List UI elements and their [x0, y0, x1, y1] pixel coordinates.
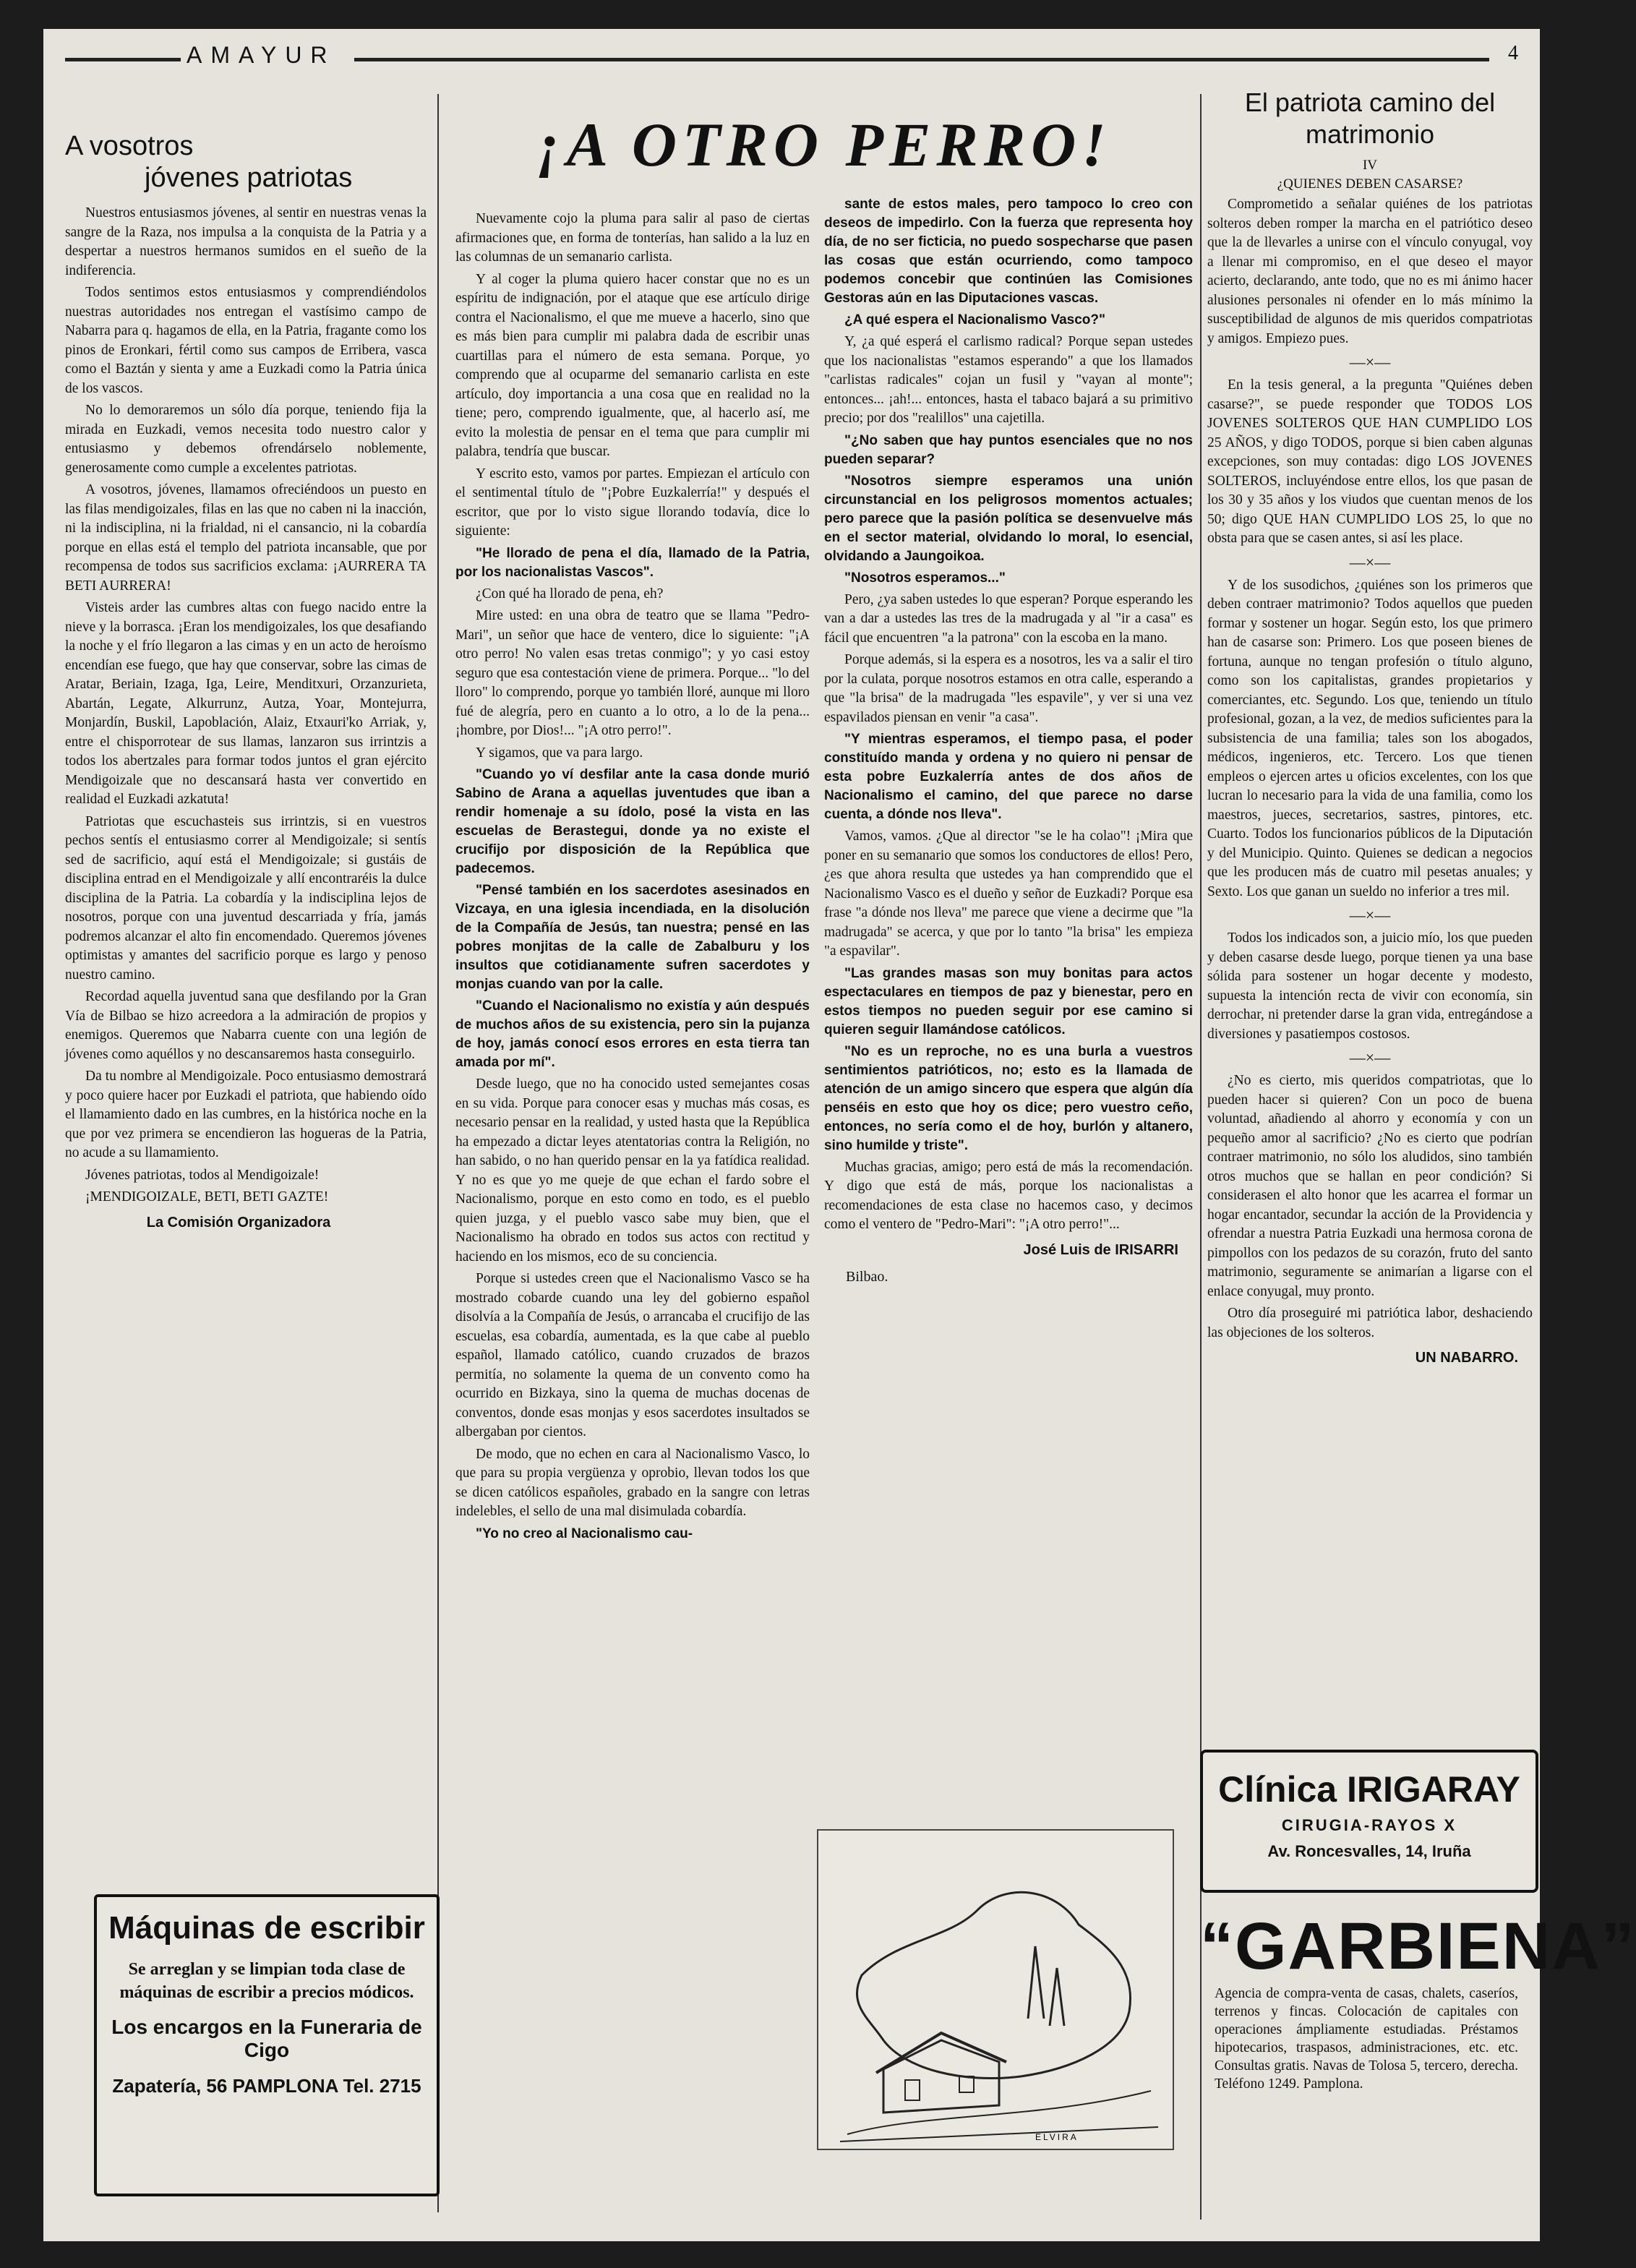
paragraph: Y escrito esto, vamos por partes. Empiezan el artículo con el sentimental título de "¡Pobre Euzkalerría!" y después el escritor, que por lo visto sigue llorando todavía, dice lo siguiente:: [455, 466, 810, 539]
paragraph: ¡MENDIGOIZALE, BETI, BETI GAZTE!: [85, 1189, 329, 1204]
paragraph: Otro día proseguiré mi patriótica labor, deshaciendo las objeciones de los solteros.: [1207, 1306, 1533, 1340]
paragraph: Comprometido a señalar quiénes de los patriotas solteros deben romper la marcha en el patriótico deseo que la de llevarles a unirse con el vínculo conyugal, voy a llenar mi compromiso, en el que deseo el mayor acierto, declarando, ante todo, que no es mi ánimo hacer alusiones personales ni ofender en lo más mínimo la susceptibilidad de algunos de mis queridos compatriotas y amigos. Empiezo pues.: [1207, 197, 1533, 346]
separator: —×—: [1349, 906, 1391, 924]
article-part-number: IV: [1362, 158, 1378, 173]
paragraph: Recordad aquella juventud sana que desfilando por la Gran Vía de Bilbao se hizo acreedora a la admiración de propios y enemigos. Queremos que Nabarra cuente con una legión de jóvenes como aquéllos y no descansaremos hasta conseguirlo.: [65, 989, 427, 1062]
quote-paragraph: "No es un reproche, no es una burla a vuestros sentimientos patrióticos, no; esto es la llamada de atención de un amigo sincero que espera que algún día penséis en esto que hoy os dice; pero vuestro ceño, entonces, no sería como el de hoy, burlón y altanero, sino humilde y triste".: [824, 1043, 1193, 1153]
paragraph: Muchas gracias, amigo; pero está de más la recomendación. Y digo que está de más, porque los nacionalistas a recomendaciones de esta clase no hacemos caso, y decimos como el ventero de "Pedro-Mari": "¡A otro perro!"...: [824, 1159, 1193, 1232]
ad-title: Clínica IRIGARAY: [1218, 1769, 1520, 1810]
paragraph: ¿No es cierto, mis queridos compatriotas, que lo pueden hacer si quieren? Con un poco de buena voluntad, añadiendo al ahorro y economía y con un pequeño amor al sacrificio? ¿No es cierto que podrían contraer matrimonio, no sólo los aludidos, sino también otros muchos que se hallan en peor condición? Si considerasen el alto honor que les acarrea el formar un hogar encantador, secundar la acción de la Providencia y ofrendar a nuestra Patria Euzkadi una hermosa corona de pimpollos con los pedazos de su corazón, fruto del santo matrimonio, seguramente se animarían a ligarse con el enlace conyugal, muy pronto.: [1207, 1073, 1533, 1299]
paragraph: Patriotas que escuchasteis sus irrintzis, si en vuestros pechos sentís el entusiasmo correr al Mendigoizale; si sentís sed de sacrificio, aquí está el Mendigoizale; si gustáis de disciplina entrad en el Mendigoizale y allí encontraréis la dulce disciplina de la Patria. La cobardía y la indisciplina lejos de nosotros, porque con una juventud descarriada y fría, jamás podremos alcanzar el alto fin encomendado. Queremos jóvenes optimistas y amantes del sacrificio porque es largo y penoso nuestro camino.: [65, 813, 427, 983]
quote-paragraph: "Cuando yo ví desfilar ante la casa donde murió Sabino de Arana a aquellas juventudes que iban a rendir homenaje a su ídolo, posé la vista en las escuelas de Berastegui, donde ya no existe el crucifijo por disposición de la República que padecemos.: [455, 767, 810, 876]
ad-title: Máquinas de escribir: [108, 1910, 425, 1946]
quote-paragraph: "Y mientras esperamos, el tiempo pasa, el poder constituído manda y ordena y no quiero ni pensar de esta pobre Euzkalerría antes de dos años de Nacionalismo el camino, del que parece no darse cuenta, a dónde nos lleva".: [824, 732, 1193, 822]
separator: —×—: [1349, 552, 1391, 571]
separator: —×—: [1349, 353, 1391, 371]
paragraph: Nuevamente cojo la pluma para salir al paso de ciertas afirmaciones que, en forma de tonterías, han salido a la luz en las columnas de un semanario carlista.: [455, 211, 810, 265]
ad-maquinas-de-escribir: [94, 1894, 440, 2196]
paragraph: Todos sentimos estos entusiasmos y comprendiéndolos nuestras autoridades nos entregan el vastísimo campo de Nabarra para q. hagamos de ella, en la Patria, fragante como los pinos de Eronkari, fértil como sus campos de Erribera, vasca como el Baztán y sienta y ame a Euzkadi como la Patria única de los vascos.: [65, 285, 427, 396]
paragraph: Visteis arder las cumbres altas con fuego nacido entre la nieve y la borrasca. ¡Eran los mendigoizales, los que desafiando la noche y el frío llegaron a las cimas y en un acto de heroísmo encendían ese fuego, que hay que conservar, sobre las cimas de Aratar, Beriain, Izaga, Iga, Leire, Menditxuri, Orzanzurieta, Abartán, Legate, Alkurrunz, Autza, Yoar, Montejurra, Monjardín, Buskil, Lapoblación, Alaiz, Etxauri'ko Arriak, y, entre el chisporrotear de sus llamas, lanzaron sus irrintzis a todos los abertzales para formar todos juntos el gran ejército Mendigoizale que no descansará hasta ver convertido en realidad el Euzkadi azkatuta!: [65, 600, 427, 807]
page-number: 4: [1504, 42, 1518, 65]
paragraph: A vosotros, jóvenes, llamamos ofreciéndoos un puesto en las filas mendigoizales, filas en las que no caben ni la inacción, ni la indisciplina, ni la frialdad, ni el cansancio, ni la cobardía porque en ellas está el templo del patriota incansable, que por recompensa de todos sus sacrificios exclama: ¡AURRERA TA BETI AURRERA!: [65, 482, 427, 594]
title-line: jóvenes patriotas: [145, 163, 353, 193]
paragraph: Jóvenes patriotas, todos al Mendigoizale!: [85, 1167, 320, 1183]
title-line: A vosotros: [65, 131, 194, 161]
article-title: [65, 130, 427, 194]
article-a-otro-perro-part1: [455, 210, 810, 2234]
ad-clinica-irigaray: [1200, 1750, 1538, 1893]
paper-name: AMAYUR: [181, 42, 342, 69]
illustration-house: [817, 1829, 1174, 2150]
masthead-rule-left: [65, 58, 181, 61]
ad-text: Agencia de compra-venta de casas, chalets, caseríos, terrenos y fincas. Colocación de capitales con operaciones ámpliamente estudiadas. Préstamos hipotecarios, traspasos, administraciones, etc. etc. Consultas gratis. Navas de Tolosa 5, tercero, derecha. Teléfono 1249. Pamplona.: [1215, 1986, 1518, 2092]
ad-address: Zapatería, 56 PAMPLONA Tel. 2715: [112, 2075, 421, 2097]
article-patriota-matrimonio: [1207, 72, 1533, 1757]
paragraph-list: [455, 210, 810, 1544]
quote-paragraph: "He llorado de pena el día, llamado de la Patria, por los nacionalistas Vascos".: [455, 545, 810, 580]
paragraph: Y, ¿a qué esperá el carlismo radical? Porque sepan ustedes que los nacionalistas "estamos esperando" a que los llamados "carlistas radicales" cojan un fusil y "vayan al monte"; entonces... ¡ah!... entonces, hasta el tabaco bajará a su primitivo precio; por dos "realillos" una cajetilla.: [824, 334, 1193, 426]
quote-paragraph: "¿No saben que hay puntos esenciales que no nos pueden separar?: [824, 432, 1193, 467]
ad-text: Los encargos en la Funeraria de Cigo: [111, 2016, 422, 2061]
paragraph: ¿Con qué ha llorado de pena, eh?: [476, 586, 664, 602]
paragraph: Y de los susodichos, ¿quiénes son los primeros que deben contraer matrimonio? Todos aquellos que pueden formar y sostener un hogar. Según esto, los que primero han de casarse son: Primero. Los que poseen bienes de fortuna, aunque no tengan profesión o título alguno, como son los capitalistas, grandes propietarios y comerciantes, etc. Segundo. Los que, teniendo un título profesional, gozan, a la vez, de medios suficientes para la subsistencia de una familia; tales son los abogados, médicos, ingenieros, etc. Tercero. Los que tienen empleos o ejercen artes u oficios excelentes, con los que lucran lo necesario para la vida de una familia, como los maestros, jueces, secretarios, sastres, pintores, etc. Cuarto. Todos los funcionarios públicos de la Diputación y del Municipio. Quinto. Quienes se dedican a negocios que les producen más de cuatro mil pesetas anuales; y Sexto. Los que ganan un sueldo no inferior a tres mil.: [1207, 577, 1533, 899]
paragraph: Pero, ¿ya saben ustedes lo que esperan? Porque esperando les van a dar a ustedes las tres de la madrugada y al "ir a casa" es fácil que encuentren "a la patrona" con la escoba en la mano.: [824, 591, 1193, 646]
ad-address: Av. Roncesvalles, 14, Iruña: [1267, 1842, 1471, 1860]
paragraph: Porque además, si la espera es a nosotros, les va a salir el tiro por la culata, porque nosotros estamos en otra calle, esperando a que "la brisa" de la madrugada "les espavile", y ver si una vez espavilados piensan en venir "a casa".: [824, 652, 1193, 725]
quote-paragraph: "Yo no creo al Nacionalismo cau-: [476, 1525, 693, 1541]
article-signature: La Comisión Organizadora: [146, 1214, 331, 1231]
quote-paragraph: ¿A qué espera el Nacionalismo Vasco?": [844, 312, 1105, 328]
ad-subtitle: CIRUGIA-RAYOS X: [1281, 1816, 1457, 1834]
headline-a-otro-perro: ¡A OTRO PERRO!: [536, 110, 1112, 179]
paragraph: Desde luego, que no ha conocido usted semejantes cosas en su vida. Porque para conocer esas y muchas más cosas, es necesario pensar en la realidad, y usted hasta que la República ha empezado a dictar leyes atentatorias contra la Religión, no han sabido, o no han querido pensar en la ya fatídica realidad. Y no es que yo me queje de que echan el fardo sobre el Nacionalismo, porque en esto como en todo, es el pueblo quien juzga, y el pueblo vasco sabe muy bien, que el Nacionalismo ha obrado en todos sus actos con rectitud y haciendo en los mismos, eco de su conciencia.: [455, 1077, 810, 1264]
article-subhead: ¿QUIENES DEBEN CASARSE?: [1277, 176, 1463, 192]
article-signature: UN NABARRO.: [1415, 1350, 1518, 1366]
ad-garbiena: [1200, 1909, 1636, 2093]
ad-title: “GARBIENA”: [1200, 1909, 1636, 1983]
paragraph: De modo, que no echen en cara al Nacionalismo Vasco, lo que para su propia vergüenza y oprobio, llevan todos los que se dicen católicos españoles, grabado en la sangre con letras indelebles, el sello de una mal disimulada cobardía.: [455, 1446, 810, 1519]
quote-paragraph: sante de estos males, pero tampoco lo creo con deseos de impedirlo. Con la fuerza que representa hoy día, de no ser ficticia, no puedo sospecharse que pasen las cosas que están ocurriendo, como tampoco podemos concebir que continúen las Comisiones Gestoras aún en las Diputaciones vascas.: [824, 197, 1193, 306]
quote-paragraph: "Cuando el Nacionalismo no existía y aún después de muchos años de su existencia, pero sin la pujanza de hoy, jamás conocí esos errores en esta tierra tan amada por mí".: [455, 998, 810, 1070]
paragraph: Y sigamos, que va para largo.: [476, 745, 643, 761]
paragraph: Porque si ustedes creen que el Nacionalismo Vasco se ha mostrado cobarde cuando una ley del gobierno español disolvía a la Compañía de Jesús, o arrancaba el crucifijo de las escuelas, esa cobardía, aumentada, es la que cabe al pueblo español, llamado católico, cuando cruzados de brazos permitía, no solamente la quema de un convento como ha ocurrido en Bizkaya, sino la quema de muchas docenas de conventos, donde esas monjas y esos sacerdotes insultados se albergaban por cientos.: [455, 1271, 810, 1439]
quote-paragraph: "Las grandes masas son muy bonitas para actos espectaculares en tiempos de paz y bienestar, pero en estos tiempos no pueden seguir por ese camino si quieren seguir llamándose católicos.: [824, 965, 1193, 1037]
masthead-rule-right: [354, 58, 1489, 61]
column-rule: [1200, 94, 1202, 2220]
article-title: El patriota camino del matrimonio: [1244, 87, 1496, 149]
paragraph: Vamos, vamos. ¿Que al director "se le ha colao"! ¡Mira que poner en su semanario que somos los conductores de ellos! Pero, ¿es que ahora resulta que ustedes ya han comprendido que el Nacionalismo Vasco es el dueño y señor de Euzkadi? Porque esa frase "a dónde nos lleva" me parece que viene a decirme que "la madrugada" se acerca, y que por lo tanto "la brisa" les empieza "a espavilar".: [824, 829, 1193, 959]
article-signature: José Luis de IRISARRI: [1023, 1241, 1178, 1258]
paragraph: Da tu nombre al Mendigoizale. Poco entusiasmo demostrará y poco quiere hacer por Euzkadi el patriota, que habiendo oído el llamamiento dado en las cumbres, en la histórica noche en la que por vez primera se encendieron las hogueras de la Patria, no acude a su llamamiento.: [65, 1069, 427, 1160]
paragraph: No lo demoraremos un sólo día porque, teniendo fija la mirada en Euzkadi, vemos necesita todo nuestro calor y entusiasmo y debemos ofrendárselo noblemente, generosamente como cumple a excelentes patriotas.: [65, 403, 427, 476]
paragraph: Nuestros entusiasmos jóvenes, al sentir en nuestras venas la sangre de la Raza, nos impulsa a la conquista de la Patria y a despertar a nuestros hermanos sumidos en el sueño de la indiferencia.: [65, 205, 427, 278]
quote-paragraph: "Nosotros esperamos...": [844, 570, 1006, 586]
house-drawing-icon: [818, 1831, 1173, 2149]
newspaper-page: [43, 29, 1636, 2241]
illustration-caption: ELVIRA: [1035, 2132, 1079, 2142]
paragraph: En la tesis general, a la pregunta "Quiénes deben casarse?", se puede responder que TODOS LOS JOVENES SOLTEROS QUE HAN CUMPLIDO LOS 25 AÑOS, y digo TODOS, porque si bien caben algunas excepciones, son muy contadas: digo LOS JOVENES SOLTEROS, incluyéndose entre ellos, los que pasan de los 30 y 35 años y los viudos que cuentan menos de los 50; digo QUE HAN CUMPLIDO LOS 25, lo que no obsta para que se casen antes, si así les place.: [1207, 377, 1533, 546]
masthead: [65, 42, 1518, 71]
article-a-otro-perro-part2: [824, 195, 1193, 1829]
paragraph: Y al coger la pluma quiero hacer constar que no es un espíritu de indignación, por el ataque que ese artículo dirige contra el Nacionalismo, el que me mueve a hacerlo, sino que es más bien para cumplir mi palabra dada de escribir unas cuartillas para el número de esta semana. Porque, yo comprendo que al ocuparme del semanario carlista en este artículo, doy importancia a una cosa que en realidad no la tiene; pero, comprendo igualmente, que, al hacerlo así, me evito la molestia de pensar en el tema que para cumplir mi palabra, tendría que buscar.: [455, 271, 810, 459]
article-place: Bilbao.: [846, 1268, 888, 1285]
paragraph: Todos los indicados son, a juicio mío, los que pueden y deben casarse desde luego, porque tienen ya una base sólida para sostener un hogar decente y modesto, supuesta la intención recta de vivir con economía, sin derrochar, ni pretender darse la gran vida, entregándose a diversiones y pasatiempos costosos.: [1207, 930, 1533, 1042]
quote-paragraph: "Nosotros siempre esperamos una unión circunstancial en los peligrosos momentos actuales; pero parece que la pasión política se desenvuelve más en el sector material, olvidando lo moral, lo esencial, olvidando a Jaungoikoa.: [824, 473, 1193, 564]
ad-text: Se arreglan y se limpian toda clase de máquinas de escribir a precios módicos.: [119, 1960, 414, 2002]
paragraph: Mire usted: en una obra de teatro que se llama "Pedro-Mari", un señor que hace de ventero, dice lo siguiente: "¡A otro perro! No valen esas tretas conmigo"; y yo casi estoy seguro que esa contestación viene de primera. Porque... "lo del lloro" lo comprendo, porque yo también lloré, aunque mi lloro fué de alegría, pero en cuanto a lo otro, a lo de la pena... ¡hombre, por Dios!... "¡A otro perro!".: [455, 608, 810, 738]
quote-paragraph: "Pensé también en los sacerdotes asesinados en Vizcaya, en una iglesia incendiada, en la disolución de la Compañía de Jesús, tan nuestra; pensé en las pobres monjitas de la calle de Zabalburu y los insultos que cotidianamente sufren sacerdotes y monjas cuando van por la calle.: [455, 883, 810, 992]
separator: —×—: [1349, 1048, 1391, 1066]
